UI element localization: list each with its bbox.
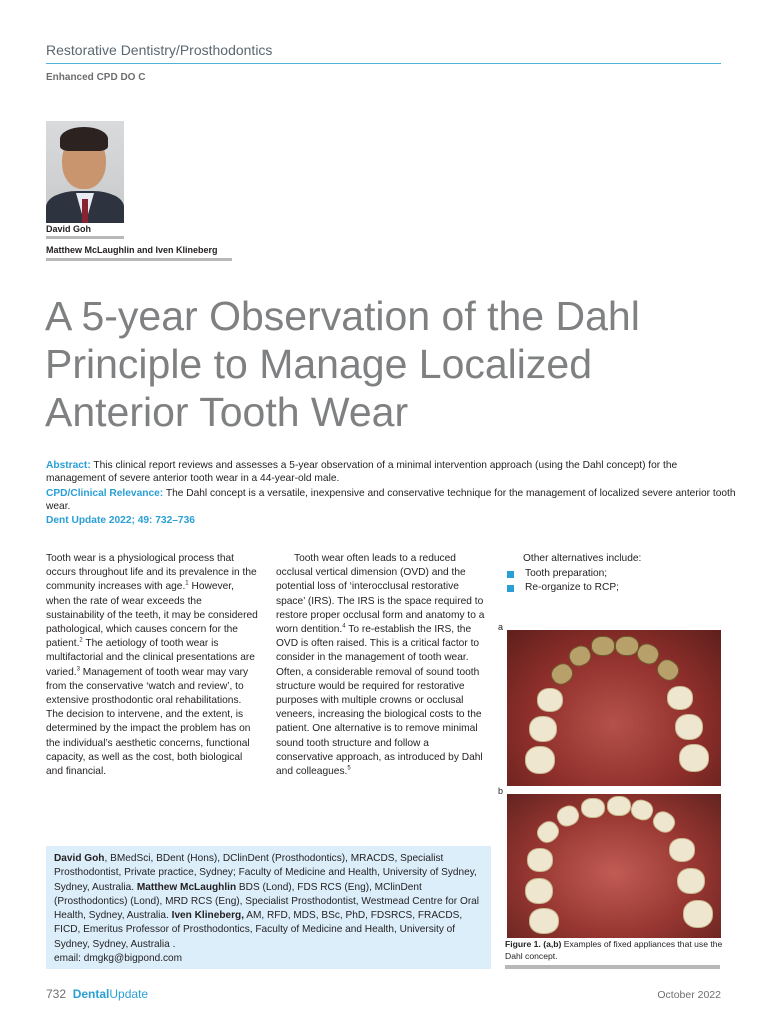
body-column-2 <box>276 552 486 779</box>
author-photo <box>46 121 124 223</box>
contact-email: email: dmgkg@bigpond.com <box>54 953 183 965</box>
alternatives-intro: Other alternatives include: <box>523 553 642 564</box>
main-author: David Goh <box>46 224 92 234</box>
co-author-divider <box>46 258 232 261</box>
affiliation-name: David Goh <box>54 853 105 864</box>
reference-marker: 1 <box>185 581 189 588</box>
journal-brand: DentalUpdate <box>72 987 149 1001</box>
affiliation-text: AM, RFD, MDS, BSc, PhD, FDSRCS, FRACDS, FICD, Emeritus Professor of Prosthodontics, Faculty of Medicine and Health, University of Sydney, Sydney, Australia . <box>54 910 463 950</box>
section-heading: Restorative Dentistry/Prosthodontics <box>46 42 273 58</box>
affiliation-name: Matthew McLaughlin <box>136 881 237 893</box>
cpd-relevance-label: CPD/Clinical Relevance: <box>46 487 164 499</box>
alternatives-list <box>505 567 723 595</box>
figure-label-b: b <box>498 786 504 796</box>
article-title: A 5-year Observation of the Dahl Principle to Manage Localized Anterior Tooth Wear <box>45 293 640 435</box>
header-rule <box>46 63 721 64</box>
affiliation-text: , BMedSci, BDent (Hons), DClinDent (Prosthodontics), MRACDS, Specialist Prosthodontist, Private practice, Sydney; Faculty of Medicine and Health, University of Sydney, Sydney, Australia. <box>54 853 477 893</box>
body-text: Management of tooth wear may vary from the conservative ‘watch and review’, to extensive prosthodontic oral rehabilitations. The decision to intervene, and the extent, is determined by the impact the problem has on the individual’s aesthetic concerns, functional capacity, as well as the cost, both biological and financial. <box>46 666 251 778</box>
reference-marker: 5 <box>347 765 351 772</box>
body-text: Tooth wear often leads to a reduced occlusal vertical dimension (OVD) and the potential loss of ‘interocclusal restorative space’ (IRS). The IRS is the space required to restore proper occlusal form and anatomy to a worn dentition. <box>276 553 485 636</box>
citation: Dent Update 2022; 49: 732–736 <box>46 515 195 527</box>
body-column-3 <box>505 552 723 596</box>
body-column-1 <box>46 552 261 779</box>
issue-date: October 2022 <box>657 989 721 1001</box>
body-text: To re-establish the IRS, the OVD is often raised. This is a critical factor to consider in the management of tooth wear. Often, a considerable removal of sound tooth structure would be required for restorative purposes with multiple crowns or occlusal veneers, increasing the biological costs to the patient. One alternative is to remove minimal sound tooth structure and follow a conservative approach, as introduced by Dahl and colleagues. <box>276 624 483 778</box>
list-item: Tooth preparation; <box>505 567 723 581</box>
footer-left <box>46 987 148 1001</box>
reference-marker: 3 <box>76 666 80 673</box>
reference-marker: 2 <box>79 637 83 644</box>
body-text: The aetiology of tooth wear is multifactorial and the clinical presentations are varied. <box>46 638 255 678</box>
body-text: However, when the rate of wear exceeds the sustainability of the teeth, it may be considered pathological, which causes concern for the patient. <box>46 581 258 650</box>
clinical-photo-b <box>507 794 721 938</box>
abstract-block <box>46 459 736 528</box>
cpd-label: Enhanced CPD DO C <box>46 72 146 83</box>
affiliation-name: Iven Klineberg, <box>171 910 244 922</box>
caption-label: Figure 1. (a,b) <box>505 939 562 949</box>
caption-text: Examples of fixed appliances that use the Dahl concept. <box>505 939 723 961</box>
co-authors: Matthew McLaughlin and Iven Klineberg <box>46 245 218 255</box>
clinical-photo-a <box>507 630 721 786</box>
list-item: Re-organize to RCP; <box>505 581 723 595</box>
page-number: 732 <box>46 987 67 1001</box>
figure-caption <box>505 938 723 962</box>
affiliation-text: BDS (Lond), FDS RCS (Eng), MClinDent (Prosthodontics) (Lond), MRD RCS (Eng), Specialist Prosthodontist, Westmead Centre for Oral Health, Sydney, Australia. <box>54 881 480 922</box>
cpd-relevance-text: The Dahl concept is a versatile, inexpensive and conservative technique for the management of localized severe anterior tooth wear. <box>46 487 736 512</box>
figure-label-a: a <box>498 622 504 632</box>
author-divider <box>46 236 124 239</box>
body-text: Tooth wear is a physiological process that occurs throughout life and its prevalence in the community increases with age. <box>46 553 257 593</box>
caption-divider <box>505 965 720 969</box>
abstract-text: This clinical report reviews and assesses a 5-year observation of a minimal intervention approach (using the Dahl concept) for the management of severe anterior tooth wear in a 44-year-old male. <box>46 460 678 485</box>
abstract-label: Abstract: <box>46 460 91 471</box>
author-affiliations <box>46 846 491 969</box>
reference-marker: 4 <box>342 623 346 630</box>
